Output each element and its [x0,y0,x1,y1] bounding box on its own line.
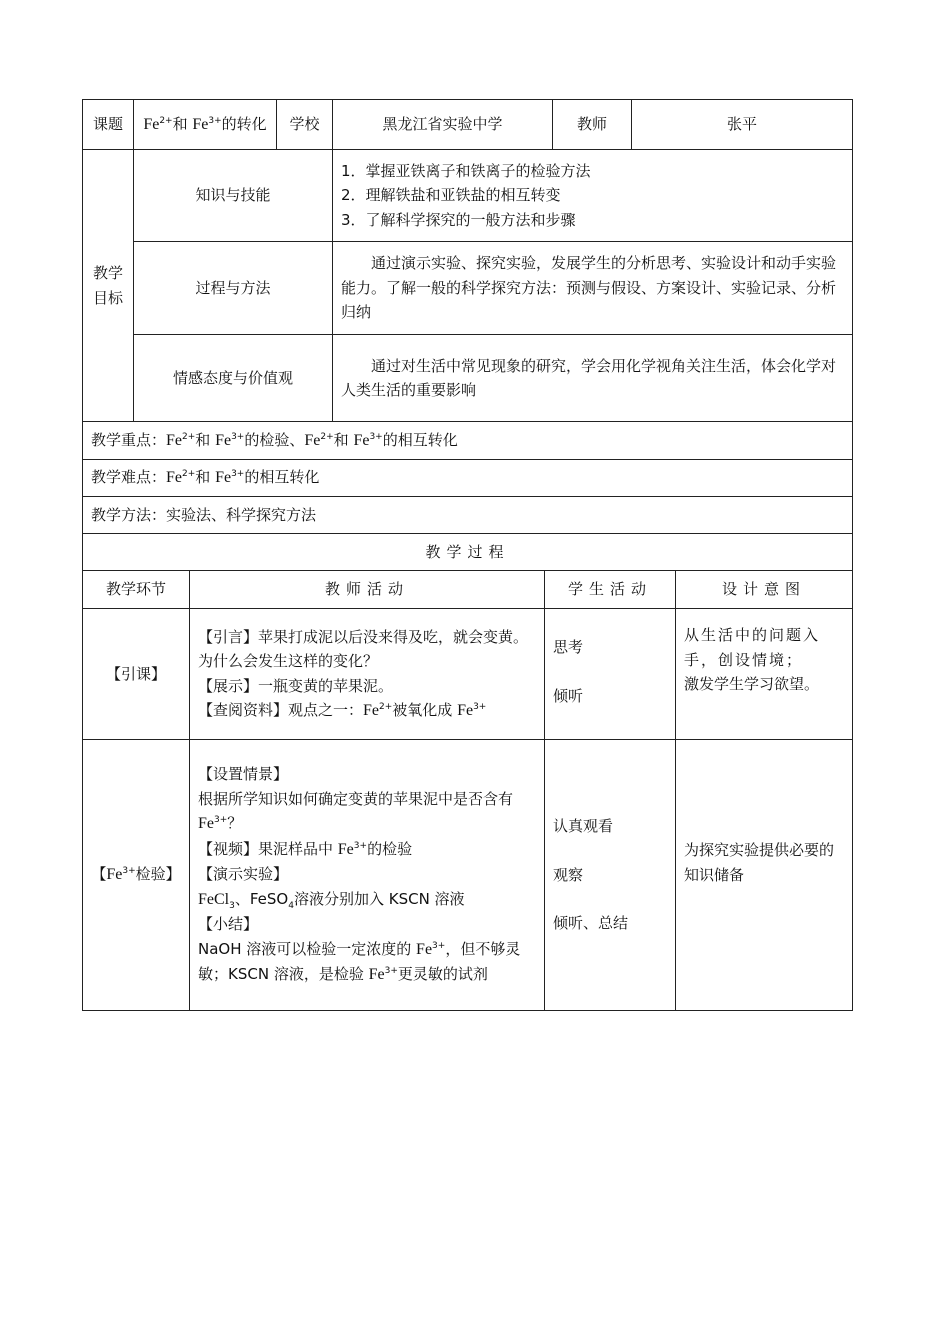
col-stage: 教学环节 [83,571,190,609]
design-intent-fe3: 为探究实验提供必要的知识储备 [676,740,853,1011]
student-activity-fe3: 认真观看 观察 倾听、总结 [545,740,676,1011]
process-header-row [83,571,853,609]
difficulty-row [83,460,853,497]
teacher-label: 教师 [553,100,632,150]
teacher-activity-fe3: 【设置情景】 根据所学知识如何确定变黄的苹果泥中是否含有 $Fe^{3+}$？ 【视频】果泥样品中 $Fe^{3+}$的检验 【演示实验】 FeCl$_3$、FeSO$_4$溶液分别加入 KSCN 溶液 【小结】 NaOH 溶液可以检验一定浓度的 $Fe^{3+}$，但不够灵敏；KSCN 溶液，是检验 $Fe^{3+}$更灵敏的试剂 [190,740,545,1011]
process-title: 教学过程 [83,534,853,571]
col-design: 设计意图 [676,571,853,609]
goal-process-row [83,242,853,335]
col-student: 学生活动 [545,571,676,609]
header-row [83,100,853,150]
process-title-row [83,534,853,571]
col-teacher: 教师活动 [190,571,545,609]
knowledge-items [333,150,853,242]
goals-label: 教学 目标 [83,150,134,422]
attitude-text: 通过对生活中常见现象的研究，学会用化学视角关注生活，体会化学对人类生活的重要影响 [333,335,853,422]
difficulty-text: 教学难点：$Fe^{2+}$和 $Fe^{3+}$的相互转化 [83,460,853,497]
knowledge-label: 知识与技能 [134,150,333,242]
teacher-activity-intro: 【引言】苹果打成泥以后没来得及吃，就会变黄。为什么会发生这样的变化？ 【展示】一瓶变黄的苹果泥。 【查阅资料】观点之一：$Fe^{2+}$被氧化成 $Fe^{3+}$ [190,609,545,740]
lesson-info-table [82,99,853,571]
school-label: 学校 [277,100,333,150]
topic-label: 课题 [83,100,134,150]
knowledge-item: 1．掌握亚铁离子和铁离子的检验方法 [341,161,591,180]
school-value: 黑龙江省实验中学 [333,100,553,150]
goal-knowledge-row [83,150,853,242]
attitude-label: 情感态度与价值观 [134,335,333,422]
teacher-value: 张平 [632,100,853,150]
goal-attitude-row [83,335,853,422]
key-point-row [83,422,853,460]
knowledge-item: 3．了解科学探究的一般方法和步骤 [341,210,576,229]
method-text: 教学方法：实验法、科学探究方法 [83,497,853,534]
key-point-text: 教学重点：$Fe^{2+}$和 $Fe^{3+}$的检验、$Fe^{2+}$和 $Fe^{3+}$的相互转化 [83,422,853,460]
process-row-fe3 [83,740,853,1011]
stage-intro: 【引课】 [83,609,190,740]
knowledge-item: 2．理解铁盐和亚铁盐的相互转变 [341,186,561,205]
process-row-intro [83,609,853,740]
process-text: 通过演示实验、探究实验，发展学生的分析思考、实验设计和动手实验能力。了解一般的科学探究方法：预测与假设、方案设计、实验记录、分析归纳 [333,242,853,335]
design-intent-intro: 从生活中的问题入手，创设情境； 激发学生学习欲望。 [676,609,853,740]
process-label: 过程与方法 [134,242,333,335]
topic-value: $Fe^{2+}$和 $Fe^{3+}$的转化 [134,100,277,150]
teaching-process-table [82,570,853,1011]
method-row [83,497,853,534]
stage-fe3: 【$Fe^{3+}$检验】 [83,740,190,1011]
student-activity-intro: 思考 倾听 [545,609,676,740]
